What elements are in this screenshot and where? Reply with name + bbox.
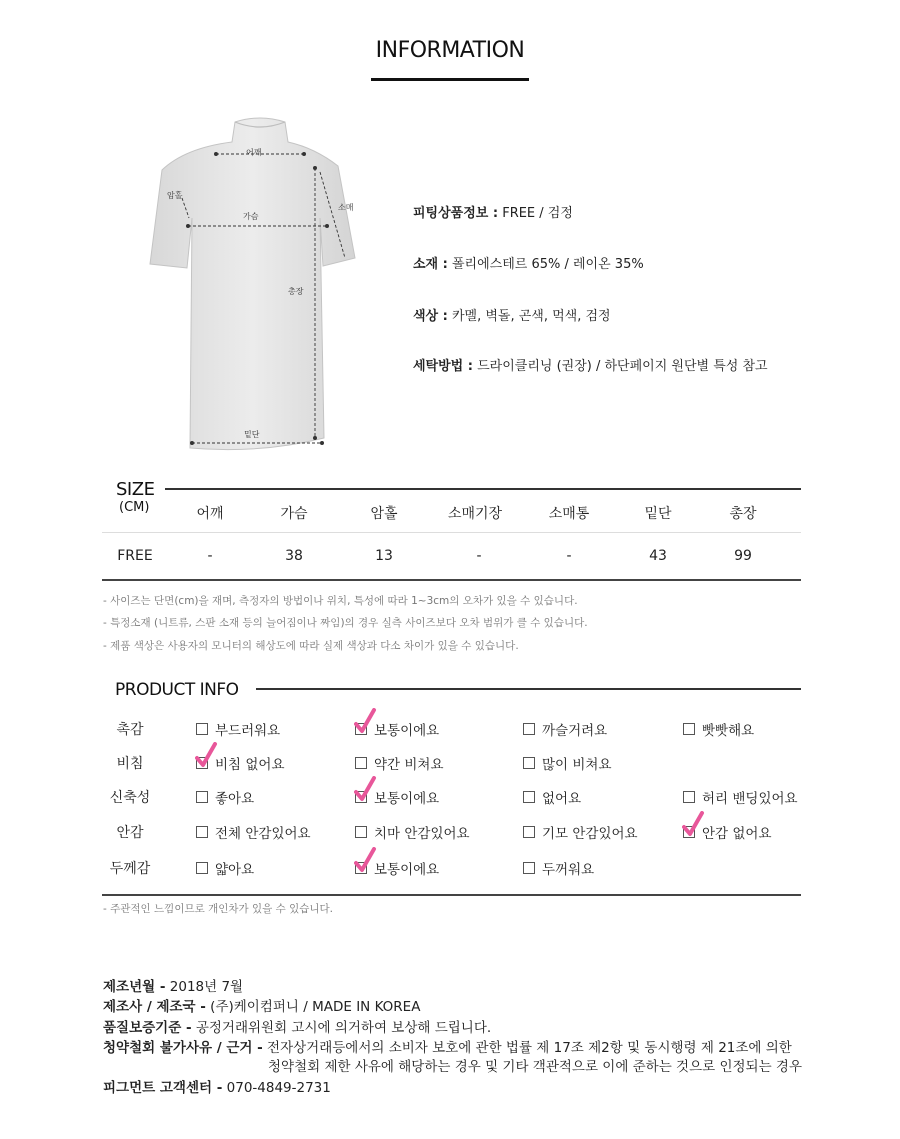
checkbox [683,723,695,735]
product-info-category: 비침 [116,756,144,772]
product-info-category: 신축성 [109,790,151,806]
product-info-option [355,719,439,739]
footer-manufacturer: 제조사 / 제조국 - (주)케이컴퍼니 / MADE IN KOREA [103,999,421,1015]
size-note: - 사이즈는 단면(cm)을 재며, 측정자의 방법이나 위치, 특성에 따라 1~3cm의 오차가 있을 수 있습니다. [103,595,578,607]
size-header-sleeve-width: 소매통 [548,506,590,522]
size-header-length: 총장 [729,506,757,522]
size-title: SIZE [116,479,155,500]
option-label: 치마 안감있어요 [374,826,470,842]
checkbox [523,826,535,838]
size-cell: 43 [649,548,667,564]
checkbox [196,791,208,803]
size-unit: (CM) [119,500,150,515]
option-label: 많이 비쳐요 [542,757,612,773]
detail-material: 소재 : 폴리에스테르 65% / 레이온 35% [413,257,644,272]
product-info-option [523,858,594,878]
size-table-bottom [102,579,801,581]
product-info-option [196,787,254,807]
label-armhole: 암홀 [167,191,183,200]
detail-color: 색상 : 카멜, 벽돌, 곤색, 먹색, 검정 [413,309,611,324]
checkbox [355,862,367,874]
option-label: 좋아요 [215,791,255,807]
label-chest: 가슴 [243,212,259,221]
checkmark-icon [354,847,378,873]
footer-withdrawal-cont: 청약철회 제한 사유에 해당하는 경우 및 기타 객관적으로 이에 준하는 것으로 인정되는 경우 [268,1059,803,1075]
detail-fitting: 피팅상품정보 : FREE / 검정 [413,206,573,221]
product-info-option [196,719,280,739]
product-info-note: - 주관적인 느낌이므로 개인차가 있을 수 있습니다. [103,903,334,915]
product-info-option [523,719,607,739]
option-label: 약간 비쳐요 [374,757,444,773]
checkmark-icon [354,776,378,802]
checkbox [523,757,535,769]
size-cell: - [207,548,213,564]
option-label: 빳빳해요 [702,723,755,739]
product-info-bottom [102,894,801,896]
checkbox [196,826,208,838]
dress-shape [150,118,355,450]
product-info-option [196,858,254,878]
product-info-category: 두께감 [109,861,151,877]
product-info-category: 촉감 [116,722,144,738]
size-rule [165,488,801,490]
footer-warranty: 품질보증기준 - 공정거래위원회 고시에 의거하여 보상해 드립니다. [103,1020,492,1036]
checkbox [683,826,695,838]
product-info-category: 안감 [116,825,144,841]
product-info-option [355,753,444,773]
checkbox [355,723,367,735]
size-cell: 99 [734,548,752,564]
checkmark-icon [682,811,706,837]
option-label: 안감 없어요 [702,826,772,842]
size-cell: 13 [375,548,393,564]
product-info-option [683,822,772,842]
option-label: 없어요 [542,791,582,807]
product-info-rule [256,688,801,690]
garment-diagram [140,108,380,458]
checkbox [523,862,535,874]
footer-withdrawal: 청약철회 불가사유 / 근거 - 전자상거래등에서의 소비자 보호에 관한 법률 제 17조 제2항 및 동시행령 제 21조에 의한 [103,1040,792,1056]
checkbox [683,791,695,803]
checkbox [355,791,367,803]
size-header-sleeve-length: 소매기장 [447,506,503,522]
product-info-option [523,787,581,807]
label-sleeve: 소매 [338,203,354,212]
label-hem: 밑단 [244,430,260,439]
option-label: 부드러워요 [215,723,281,739]
product-info-option [683,787,798,807]
size-header-shoulder: 어깨 [196,506,224,522]
option-label: 두꺼워요 [542,862,595,878]
product-info-option [523,822,638,842]
option-label: 보통이에요 [374,862,440,878]
product-info-option [196,822,311,842]
product-info-option [355,787,439,807]
option-label: 보통이에요 [374,723,440,739]
size-cell: - [566,548,572,564]
size-note: - 특정소재 (니트류, 스판 소재 등의 늘어짐이나 짜임)의 경우 실측 사이즈보다 오차 범위가 클 수 있습니다. [103,617,588,629]
checkbox [196,757,208,769]
product-info-option [523,753,612,773]
option-label: 보통이에요 [374,791,440,807]
option-label: 얇아요 [215,862,255,878]
size-divider [102,532,801,533]
product-info-option [355,822,470,842]
label-shoulder: 어깨 [246,148,262,157]
option-label: 까슬거려요 [542,723,608,739]
option-label: 기모 안감있어요 [542,826,638,842]
product-info-title: PRODUCT INFO [115,680,239,700]
product-info-option [196,753,285,773]
product-info-option [683,719,754,739]
detail-washing: 세탁방법 : 드라이클리닝 (권장) / 하단페이지 원단별 특성 참고 [413,359,768,374]
checkbox [523,791,535,803]
product-info-option [355,858,439,878]
size-cell: - [476,548,482,564]
title-underline [371,78,529,81]
page-title: INFORMATION [375,38,525,63]
checkmark-icon [354,708,378,734]
option-label: 비침 없어요 [215,757,285,773]
option-label: 전체 안감있어요 [215,826,311,842]
size-header-hem: 밑단 [644,506,672,522]
footer-manufacture-date: 제조년월 - 2018년 7월 [103,979,244,995]
footer-customer-center: 피그먼트 고객센터 - 070-4849-2731 [103,1080,331,1096]
size-cell: 38 [285,548,303,564]
size-header-armhole: 암홀 [370,506,398,522]
size-header-chest: 가슴 [280,506,308,522]
label-length: 총장 [288,287,304,296]
size-row-name: FREE [117,548,153,564]
checkbox [355,757,367,769]
size-note: - 제품 색상은 사용자의 모니터의 해상도에 따라 실제 색상과 다소 차이가 있을 수 있습니다. [103,640,519,652]
checkmark-icon [195,742,219,768]
checkbox [196,723,208,735]
checkbox [355,826,367,838]
checkbox [196,862,208,874]
option-label: 허리 밴딩있어요 [702,791,798,807]
checkbox [523,723,535,735]
